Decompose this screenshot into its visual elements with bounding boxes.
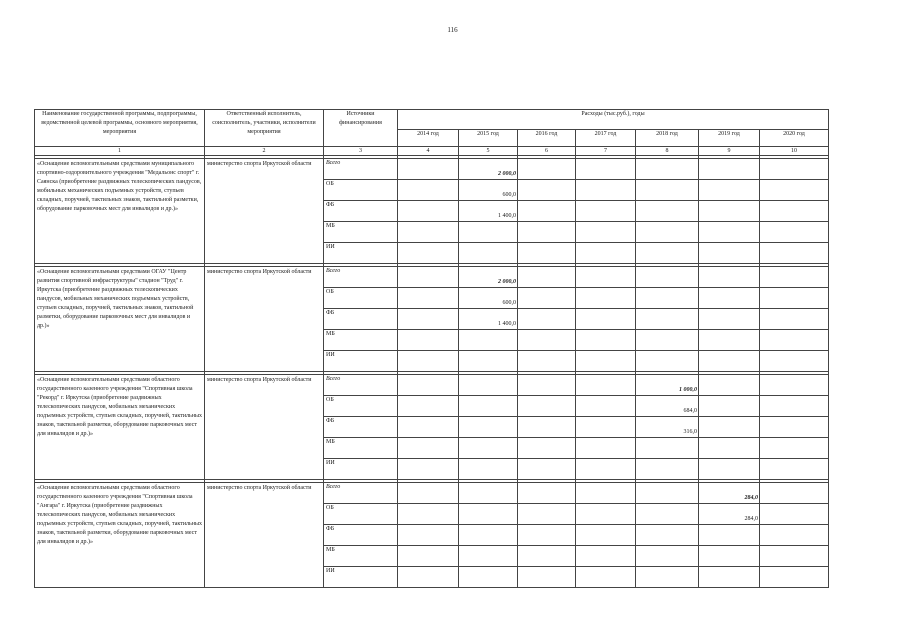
amount-cell — [636, 438, 699, 459]
amount-cell: 2 000,0 — [459, 267, 518, 288]
amount-cell — [699, 267, 760, 288]
header-year: 2016 год — [518, 130, 576, 147]
amount-cell — [459, 567, 518, 588]
amount-cell — [576, 351, 636, 372]
funding-source: ОБ — [324, 180, 398, 201]
funding-source: ИИ — [324, 459, 398, 480]
column-number: 3 — [324, 147, 398, 156]
amount-cell — [636, 201, 699, 222]
column-number: 9 — [699, 147, 760, 156]
amount-cell: 316,0 — [636, 417, 699, 438]
amount-cell — [576, 243, 636, 264]
amount-cell — [576, 567, 636, 588]
amount-cell — [760, 567, 829, 588]
amount-cell — [636, 222, 699, 243]
column-number: 4 — [398, 147, 459, 156]
amount-cell: 1 400,0 — [459, 201, 518, 222]
funding-row — [35, 267, 829, 288]
amount-cell — [398, 567, 459, 588]
amount-cell — [459, 396, 518, 417]
column-number: 6 — [518, 147, 576, 156]
amount-cell — [459, 504, 518, 525]
amount-cell — [459, 330, 518, 351]
funding-source: МБ — [324, 222, 398, 243]
amount-cell — [398, 525, 459, 546]
column-number: 8 — [636, 147, 699, 156]
amount-cell — [699, 396, 760, 417]
amount-cell — [699, 438, 760, 459]
amount-cell — [576, 159, 636, 180]
amount-cell — [636, 483, 699, 504]
amount-cell — [699, 525, 760, 546]
amount-cell — [459, 438, 518, 459]
amount-cell — [760, 525, 829, 546]
amount-cell — [518, 288, 576, 309]
header-year: 2019 год — [699, 130, 760, 147]
amount-cell — [576, 417, 636, 438]
amount-cell — [760, 483, 829, 504]
funding-source: Всего — [324, 375, 398, 396]
measure-responsible: министерство спорта Иркутской области — [205, 483, 324, 588]
amount-cell — [576, 267, 636, 288]
amount-cell — [576, 309, 636, 330]
amount-cell — [398, 504, 459, 525]
amount-cell — [699, 330, 760, 351]
amount-cell: 284,0 — [699, 483, 760, 504]
funding-source: ИИ — [324, 243, 398, 264]
header-row — [35, 110, 829, 130]
amount-cell — [518, 222, 576, 243]
amount-cell — [398, 222, 459, 243]
amount-cell — [699, 309, 760, 330]
amount-cell — [398, 330, 459, 351]
amount-cell — [760, 309, 829, 330]
amount-cell — [699, 351, 760, 372]
funding-source: МБ — [324, 438, 398, 459]
amount-cell: 684,0 — [636, 396, 699, 417]
measure-responsible: министерство спорта Иркутской области — [205, 267, 324, 372]
column-number-row — [35, 147, 829, 156]
amount-cell: 1 400,0 — [459, 309, 518, 330]
amount-cell — [760, 504, 829, 525]
funding-source: ФБ — [324, 417, 398, 438]
funding-row — [35, 375, 829, 396]
header-year: 2017 год — [576, 130, 636, 147]
measure-name: «Оснащение вспомогательными средствами областного государственного казенного учреждения "Спортивная школа "Ангара" г. Иркутска (приобретение раздвижных телескопических пандусов, мобильных механических подъемных устройств, ступьев складных, поручней, тактильных знаков, тактильной разметки, оборудование парковочных мест для инвалидов и др.)» — [35, 483, 205, 588]
measure-name: «Оснащение вспомогательными средствами муниципального спортивно-оздоровительного учреждения "Медальонс спорт" г. Саянска (приобретение раздвижных телескопических пандусов, мобильных механических подъемных устройств, ступьев складных, поручней, тактильных знаков, тактильной разметки, оборудование парковочных мест для инвалидов и др.)» — [35, 159, 205, 264]
amount-cell — [398, 417, 459, 438]
amount-cell: 1 000,0 — [636, 375, 699, 396]
amount-cell — [760, 267, 829, 288]
amount-cell — [459, 483, 518, 504]
amount-cell — [760, 288, 829, 309]
header-year: 2020 год — [760, 130, 829, 147]
measure-responsible: министерство спорта Иркутской области — [205, 159, 324, 264]
amount-cell — [576, 396, 636, 417]
amount-cell — [518, 504, 576, 525]
amount-cell — [760, 438, 829, 459]
funding-source: ОБ — [324, 396, 398, 417]
amount-cell — [636, 459, 699, 480]
header-responsible: Ответственный исполнитель, соисполнитель, участники, исполнители мероприятия — [205, 110, 324, 147]
column-number: 10 — [760, 147, 829, 156]
budget-table — [34, 109, 829, 588]
amount-cell — [398, 288, 459, 309]
amount-cell — [760, 459, 829, 480]
amount-cell — [518, 546, 576, 567]
amount-cell — [576, 546, 636, 567]
header-year: 2018 год — [636, 130, 699, 147]
amount-cell — [518, 309, 576, 330]
amount-cell — [398, 351, 459, 372]
amount-cell — [518, 375, 576, 396]
amount-cell — [760, 396, 829, 417]
column-number: 5 — [459, 147, 518, 156]
amount-cell — [699, 375, 760, 396]
amount-cell: 284,0 — [699, 504, 760, 525]
column-number: 1 — [35, 147, 205, 156]
amount-cell — [459, 459, 518, 480]
amount-cell — [518, 417, 576, 438]
amount-cell — [459, 417, 518, 438]
amount-cell — [576, 222, 636, 243]
amount-cell — [398, 483, 459, 504]
amount-cell — [576, 180, 636, 201]
amount-cell — [518, 330, 576, 351]
amount-cell — [518, 180, 576, 201]
amount-cell — [398, 438, 459, 459]
funding-source: ОБ — [324, 504, 398, 525]
amount-cell — [398, 546, 459, 567]
funding-source: Всего — [324, 483, 398, 504]
amount-cell: 600,0 — [459, 180, 518, 201]
amount-cell — [699, 159, 760, 180]
amount-cell — [760, 159, 829, 180]
amount-cell — [518, 267, 576, 288]
column-number: 7 — [576, 147, 636, 156]
amount-cell — [699, 180, 760, 201]
funding-row — [35, 483, 829, 504]
amount-cell — [576, 288, 636, 309]
header-expenses: Расходы (тыс.руб.), годы — [398, 110, 829, 130]
funding-source: МБ — [324, 546, 398, 567]
amount-cell — [760, 351, 829, 372]
amount-cell — [636, 267, 699, 288]
amount-cell — [760, 546, 829, 567]
funding-source: ФБ — [324, 201, 398, 222]
amount-cell — [760, 201, 829, 222]
amount-cell — [699, 222, 760, 243]
amount-cell — [636, 567, 699, 588]
funding-source: ФБ — [324, 309, 398, 330]
amount-cell — [518, 483, 576, 504]
amount-cell — [398, 309, 459, 330]
amount-cell — [518, 201, 576, 222]
amount-cell — [699, 567, 760, 588]
amount-cell — [518, 351, 576, 372]
amount-cell — [760, 243, 829, 264]
amount-cell — [636, 504, 699, 525]
amount-cell — [576, 525, 636, 546]
amount-cell — [518, 438, 576, 459]
amount-cell — [636, 525, 699, 546]
amount-cell — [398, 201, 459, 222]
amount-cell — [636, 309, 699, 330]
amount-cell — [636, 243, 699, 264]
amount-cell — [760, 222, 829, 243]
funding-source: Всего — [324, 267, 398, 288]
amount-cell — [760, 375, 829, 396]
amount-cell: 2 000,0 — [459, 159, 518, 180]
column-number: 2 — [205, 147, 324, 156]
funding-source: ФБ — [324, 525, 398, 546]
amount-cell — [518, 459, 576, 480]
amount-cell — [760, 330, 829, 351]
amount-cell — [518, 159, 576, 180]
amount-cell — [636, 351, 699, 372]
amount-cell — [636, 180, 699, 201]
header-year: 2014 год — [398, 130, 459, 147]
amount-cell — [576, 483, 636, 504]
amount-cell — [518, 525, 576, 546]
amount-cell — [760, 417, 829, 438]
amount-cell — [518, 396, 576, 417]
amount-cell — [459, 243, 518, 264]
amount-cell — [398, 375, 459, 396]
amount-cell — [699, 546, 760, 567]
amount-cell — [636, 159, 699, 180]
amount-cell — [576, 375, 636, 396]
amount-cell — [459, 525, 518, 546]
funding-source: МБ — [324, 330, 398, 351]
amount-cell — [518, 567, 576, 588]
amount-cell — [459, 375, 518, 396]
amount-cell — [576, 201, 636, 222]
header-sources: Источники финансирования — [324, 110, 398, 147]
header-name: Наименование государственной программы, подпрограммы, ведомственной целевой программы, основного мероприятия, мероприятия — [35, 110, 205, 147]
amount-cell — [699, 243, 760, 264]
amount-cell — [398, 396, 459, 417]
amount-cell — [576, 438, 636, 459]
amount-cell — [576, 459, 636, 480]
amount-cell — [576, 330, 636, 351]
amount-cell — [760, 180, 829, 201]
amount-cell — [459, 222, 518, 243]
amount-cell — [636, 546, 699, 567]
amount-cell — [636, 288, 699, 309]
amount-cell — [699, 459, 760, 480]
funding-row — [35, 159, 829, 180]
funding-source: Всего — [324, 159, 398, 180]
amount-cell — [636, 330, 699, 351]
measure-name: «Оснащение вспомогательными средствами ОГАУ "Центр развития спортивной инфраструктуры" стадион "Труд" г. Иркутска (приобретение раздвижных телескопических пандусов, мобильных механических подъемных устройств, ступьев складных, поручней, тактильных знаков, тактильной разметки, оборудование парковочных мест для инвалидов и др.)» — [35, 267, 205, 372]
amount-cell — [398, 243, 459, 264]
amount-cell — [398, 459, 459, 480]
amount-cell — [576, 504, 636, 525]
measure-name: «Оснащение вспомогательными средствами областного государственного казенного учреждения "Спортивная школа "Рекорд" г. Иркутска (приобретение раздвижных телескопических пандусов, мобильных механических подъемных устройств, ступьев складных, поручней, тактильных знаков, тактильной разметки, оборудование парковочных мест для инвалидов и др.)» — [35, 375, 205, 480]
amount-cell — [699, 201, 760, 222]
amount-cell — [398, 159, 459, 180]
header-year: 2015 год — [459, 130, 518, 147]
amount-cell — [518, 243, 576, 264]
amount-cell: 600,0 — [459, 288, 518, 309]
funding-source: ИИ — [324, 351, 398, 372]
amount-cell — [699, 417, 760, 438]
funding-source: ОБ — [324, 288, 398, 309]
amount-cell — [459, 351, 518, 372]
page-number: 116 — [447, 26, 458, 34]
amount-cell — [398, 180, 459, 201]
measure-responsible: министерство спорта Иркутской области — [205, 375, 324, 480]
funding-source: ИИ — [324, 567, 398, 588]
amount-cell — [699, 288, 760, 309]
amount-cell — [398, 267, 459, 288]
amount-cell — [459, 546, 518, 567]
